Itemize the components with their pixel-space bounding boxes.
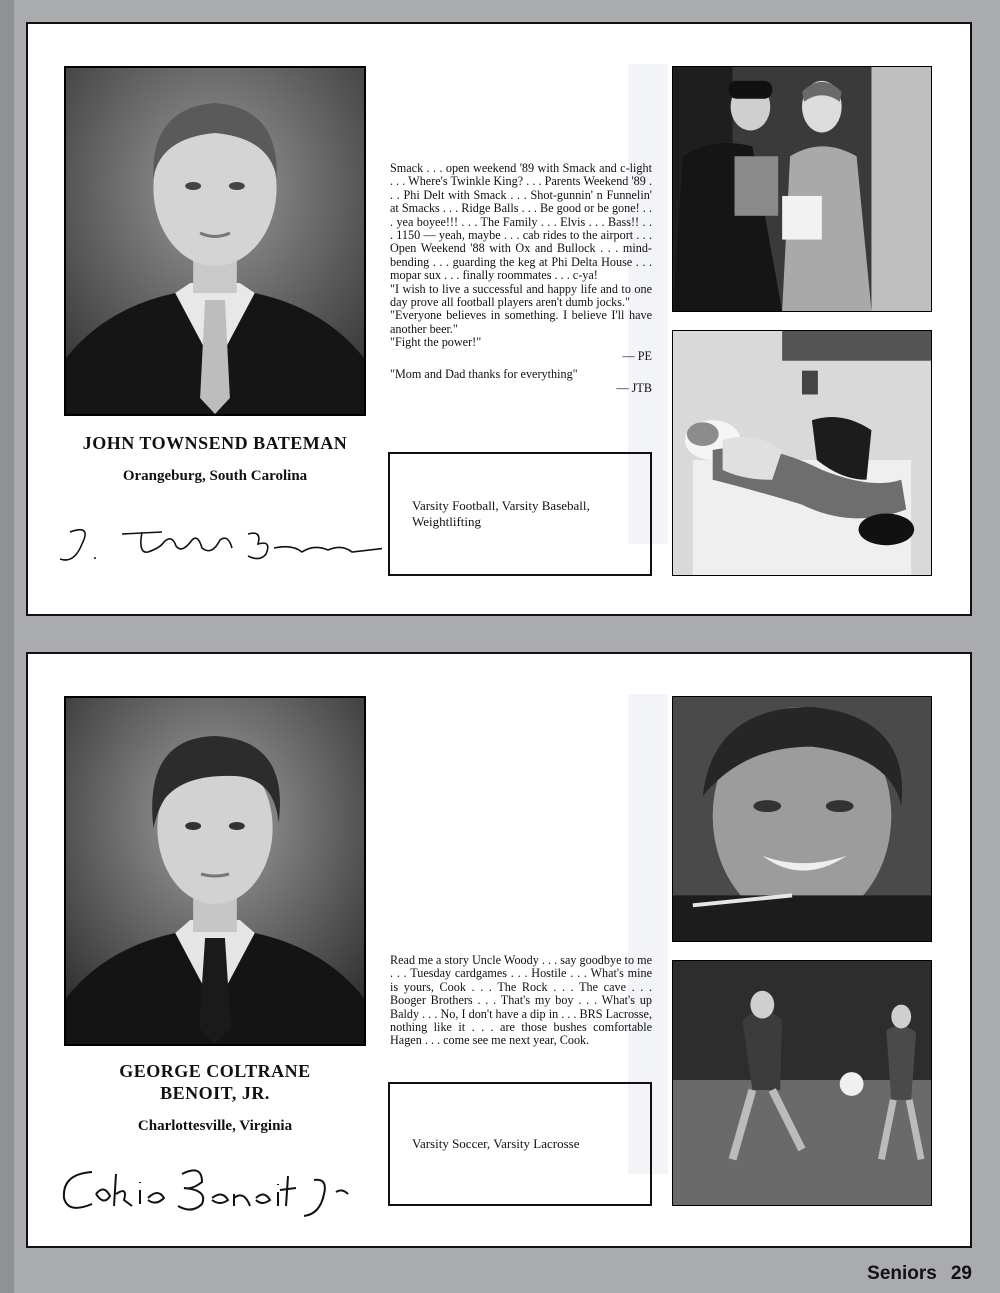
signature <box>52 1154 382 1224</box>
student-name: GEORGE COLTRANE BENOIT, JR. <box>119 1061 311 1103</box>
student-name: JOHN TOWNSEND BATEMAN <box>82 433 348 453</box>
page-number: 29 <box>950 1263 972 1284</box>
senior-panel-benoit <box>26 652 972 1248</box>
candid-photo-doorway <box>672 66 932 312</box>
section-label: Seniors <box>867 1263 937 1284</box>
candid-photo-bed <box>672 330 932 576</box>
candid-photo-smiling <box>672 696 932 942</box>
senior-portrait <box>64 66 366 416</box>
signature <box>52 514 382 574</box>
activities-box: Varsity Football, Varsity Baseball, Weightlifting <box>388 452 652 576</box>
student-hometown: Orangeburg, South Carolina <box>122 468 308 484</box>
binding-edge <box>0 0 14 1293</box>
senior-portrait <box>64 696 366 1046</box>
senior-panel-bateman <box>26 22 972 616</box>
activities-box: Varsity Soccer, Varsity Lacrosse <box>388 1082 652 1206</box>
student-hometown: Charlottesville, Virginia <box>137 1118 293 1134</box>
candid-photo-soccer <box>672 960 932 1206</box>
senior-write-up: Smack . . . open weekend '89 with Smack and c-light . . . Where's Twinkle King? . . . Parents Weekend '89 . . . Phi Delt with Smack . . . Shot-gunnin' n Funnelin' at Smacks . . . Ridge Balls . . . Be good or be gone! . . . yea boyee!!! . . . The Family . . . Elvis . . . Bass!! . . . 1150 — yeah, maybe . . . cab rides to the airport . . . Open Weekend '88 with Ox and Bullock . . . mind-bending . . . guarding the keg at Phi Delta House . . . mopar sux . . . finally roommates . . . c-ya! "I wish to live a successful and happy life and to one day prove all football players aren't dumb jocks." "Everyone believes in something. I believe I'll have another beer." "Fight the power!" — PE "Mom and Dad thanks for everything" — JTB <box>390 161 652 395</box>
page-footer <box>867 1263 972 1285</box>
senior-write-up: Read me a story Uncle Woody . . . say goodbye to me . . . Tuesday cardgames . . . Hostile . . . What's mine is yours, Cook . . . The Rock . . . The cave . . . Booger Brothers . . . That's my boy . . . What's up Baldy . . . No, I don't have a dip in . . . BRS Lacrosse, nothing like it . . . are those bushes comfortable Hagen . . . come see me next year, Cook. <box>390 953 652 1048</box>
